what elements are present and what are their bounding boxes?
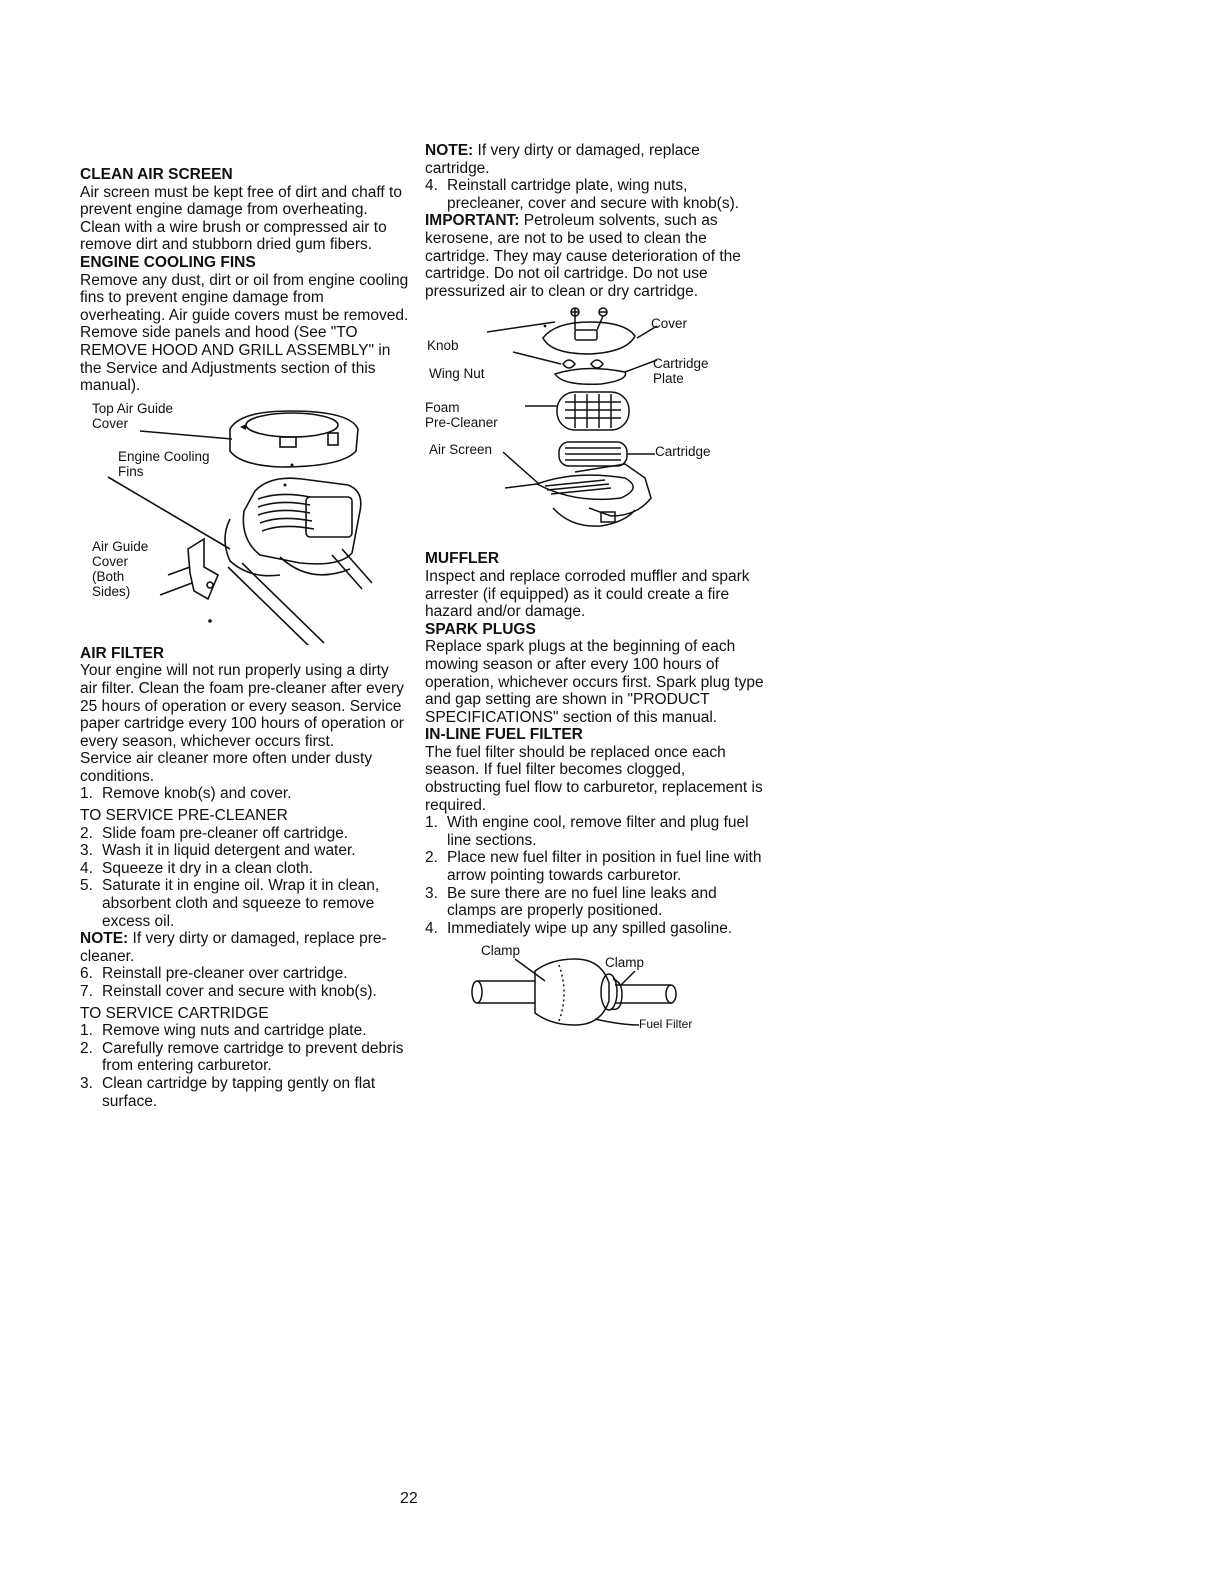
fuel-filter-illustration [425, 941, 765, 1053]
fuel-filter-text: The fuel filter should be replaced once each season. If fuel filter becomes clogged, obstructing fuel flow to carburetor, replacement is required. [425, 743, 763, 814]
list-item: 6. Reinstall pre-cleaner over cartridge. [80, 965, 348, 983]
list-item: 4. Squeeze it dry in a clean cloth. [80, 859, 314, 877]
label-air-guide-cover-sides: Air Guide Cover (Both Sides) [92, 538, 149, 599]
label-engine-cooling-fins: Engine Cooling Fins [118, 448, 210, 479]
label-air-screen: Air Screen [429, 442, 493, 458]
list-item: 2. Slide foam pre-cleaner off cartridge. [80, 824, 349, 842]
label-cartridge: Cartridge [655, 444, 711, 460]
label-top-air-guide-cover: Top Air Guide Cover [92, 400, 174, 431]
air-screen-text: Air screen must be kept free of dirt and chaff to prevent engine damage from overheating. Clean with a wire brush or compressed air to remove dirt and stubborn dried gum fibers. [80, 183, 402, 254]
important-note: IMPORTANT: Petroleum solvents, such as kerosene, are not to be used to clean the cartridge. They may cause deterioration of the cartridge. Do not oil cartridge. Do not use pressurized air to clean or dry cartridge. [425, 212, 741, 300]
air-screen-heading: CLEAN AIR SCREEN [80, 166, 233, 183]
label-clamp-left: Clamp [481, 943, 521, 959]
list-item: 2. Carefully remove cartridge to prevent debris from entering carburetor. [80, 1039, 404, 1075]
spark-plugs-text: Replace spark plugs at the beginning of each mowing season or after every 100 hours of operation, whichever occurs first. Spark plug type and gap setting are shown in "PRODUCT SPECIFICATIONS" section of this manual. [425, 638, 764, 726]
list-item: 4. Immediately wipe up any spilled gasoline. [425, 919, 733, 937]
spark-plugs-heading: SPARK PLUGS [425, 620, 536, 638]
fuel-filter-steps [425, 814, 765, 937]
pre-cleaner-heading: TO SERVICE PRE-CLEANER [80, 807, 288, 825]
cooling-fins-text: Remove any dust, dirt or oil from engine cooling fins to prevent engine damage from overheating. Air guide covers must be removed. Remove side panels and hood (See "TO REMOVE HOOD AND GRILL ASSEMBLY" in the Service and Adjustments section of this manual). [80, 271, 409, 395]
label-foam-pre-cleaner: Foam Pre-Cleaner [425, 400, 498, 431]
muffler-text: Inspect and replace corroded muffler and spark arrester (if equipped) as it could create a fire hazard and/or damage. [425, 567, 750, 621]
cooling-fins-heading: ENGINE COOLING FINS [80, 253, 256, 271]
label-cover: Cover [651, 316, 688, 332]
cartridge-step-4 [425, 177, 765, 212]
engine-illustration [80, 399, 410, 645]
air-filter-text-dusty: Service air cleaner more often under dusty conditions. [80, 750, 373, 785]
list-item: 1. With engine cool, remove filter and plug fuel line sections. [425, 814, 749, 849]
list-item: 7. Reinstall cover and secure with knob(s). [80, 983, 377, 1000]
air-filter-text: Your engine will not run properly using a dirty air filter. Clean the foam pre-cleaner after every 25 hours of operation or every season. Service paper cartridge every 100 hours of operation or every season, whichever occurs first. [80, 662, 404, 750]
label-cartridge-plate: Cartridge Plate [653, 356, 709, 387]
fuel-filter-figure [425, 941, 765, 1053]
cartridge-note: NOTE: If very dirty or damaged, replace cartridge. [425, 142, 700, 177]
air-filter-step-1 [80, 785, 410, 803]
list-item: 3. Wash it in liquid detergent and water. [80, 842, 356, 860]
muffler-heading: MUFFLER [425, 550, 500, 568]
fuel-filter-heading: IN-LINE FUEL FILTER [425, 726, 583, 744]
list-item: 5. Saturate it in engine oil. Wrap it in clean, absorbent cloth and squeeze to remove excess oil. [80, 877, 380, 930]
cartridge-steps [80, 1022, 410, 1110]
pre-cleaner-steps-2 [80, 965, 410, 1000]
list-item: 2. Place new fuel filter in position in fuel line with arrow pointing towards carburetor. [425, 849, 762, 885]
list-item: 3. Be sure there are no fuel line leaks and clamps are properly positioned. [425, 884, 717, 920]
label-wing-nut: Wing Nut [429, 366, 485, 382]
list-item: 1. Remove knob(s) and cover. [80, 785, 292, 803]
cartridge-heading: TO SERVICE CARTRIDGE [80, 1004, 269, 1022]
label-fuel-filter: Fuel Filter [639, 1017, 693, 1032]
list-item: 3. Clean cartridge by tapping gently on flat surface. [80, 1074, 376, 1110]
label-clamp-right: Clamp [605, 955, 645, 971]
list-item: 1. Remove wing nuts and cartridge plate. [80, 1022, 367, 1040]
air-filter-heading: AIR FILTER [80, 644, 165, 662]
list-item: 4. Reinstall cartridge plate, wing nuts, precleaner, cover and secure with knob(s). [425, 177, 740, 212]
pre-cleaner-steps [80, 825, 410, 931]
pre-cleaner-note: NOTE: If very dirty or damaged, replace pre-cleaner. [80, 930, 387, 965]
right-column [425, 142, 765, 1053]
air-filter-figure [425, 302, 765, 550]
label-knob: Knob [427, 338, 459, 354]
engine-cooling-figure [80, 399, 410, 645]
left-column [80, 166, 410, 1110]
page-number: 22 [400, 1490, 418, 1507]
